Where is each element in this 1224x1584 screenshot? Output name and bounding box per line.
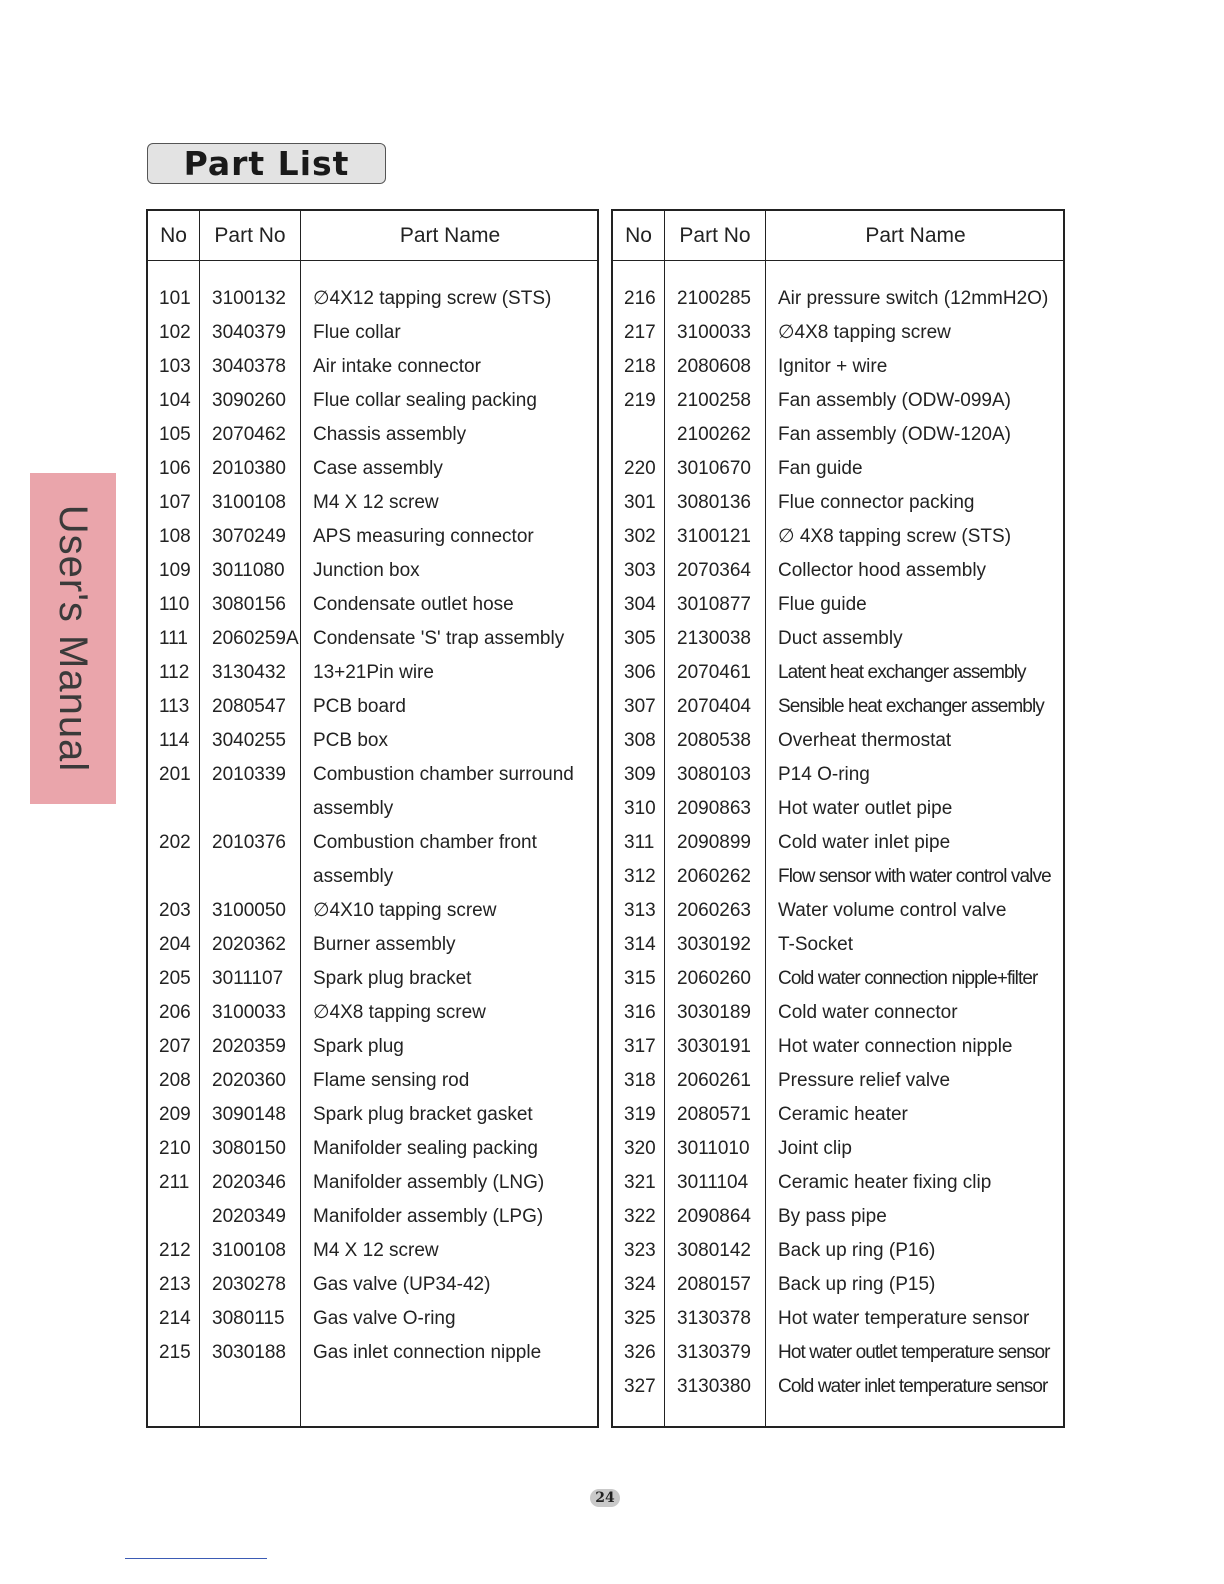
part-name-cell: Case assembly	[313, 458, 443, 479]
part-number-cell: 3080142	[677, 1240, 751, 1261]
table-row	[148, 486, 597, 520]
part-name-cell: Spark plug bracket	[313, 968, 472, 989]
part-name-cell: By pass pipe	[778, 1206, 887, 1227]
part-no-cell: 103	[159, 356, 191, 377]
table-row	[613, 350, 1063, 384]
table-row	[613, 418, 1063, 452]
table-row	[148, 1336, 597, 1370]
table-row	[613, 860, 1063, 894]
part-name-cell: Fan assembly (ODW-120A)	[778, 424, 1011, 445]
part-name-cell: APS measuring connector	[313, 526, 534, 547]
part-no-cell: 218	[624, 356, 656, 377]
part-name-cell: Hot water outlet pipe	[778, 798, 953, 819]
part-no-cell: 303	[624, 560, 656, 581]
part-no-cell: 106	[159, 458, 191, 479]
part-name-cell: Cold water inlet pipe	[778, 832, 951, 853]
part-no-cell: 325	[624, 1308, 656, 1329]
table-row	[148, 1064, 597, 1098]
part-name-cell: Spark plug bracket gasket	[313, 1104, 533, 1125]
part-no-cell: 205	[159, 968, 191, 989]
part-number-cell: 3130380	[677, 1376, 751, 1397]
side-tab-label: User's Manual	[51, 504, 96, 773]
part-no-cell: 212	[159, 1240, 191, 1261]
part-name-cell: ∅4X10 tapping screw	[313, 900, 497, 921]
part-name-cell: Manifolder assembly (LNG)	[313, 1172, 545, 1193]
part-no-cell: 319	[624, 1104, 656, 1125]
part-name-cell: Hot water connection nipple	[778, 1036, 1013, 1057]
table-row	[613, 724, 1063, 758]
table-row	[613, 520, 1063, 554]
part-no-cell: 318	[624, 1070, 656, 1091]
part-number-cell: 3040255	[212, 730, 286, 751]
part-number-cell: 3011104	[677, 1172, 749, 1193]
table-row	[148, 792, 597, 826]
part-no-cell: 202	[159, 832, 191, 853]
table-row	[148, 996, 597, 1030]
part-name-cell: Cold water inlet temperature sensor	[778, 1376, 1048, 1397]
part-no-cell: 105	[159, 424, 191, 445]
part-no-cell: 320	[624, 1138, 656, 1159]
table-row	[148, 656, 597, 690]
part-no-cell: 323	[624, 1240, 656, 1261]
table-row	[148, 554, 597, 588]
part-name-cell: Cold water connection nipple+filter	[778, 968, 1038, 989]
part-name-cell: P14 O-ring	[778, 764, 870, 785]
table-row	[148, 1268, 597, 1302]
part-name-cell: Flue collar sealing packing	[313, 390, 537, 411]
part-number-cell: 3100050	[212, 900, 286, 921]
part-name-cell: Gas valve (UP34-42)	[313, 1274, 491, 1295]
part-number-cell: 2100285	[677, 288, 751, 309]
part-number-cell: 2020360	[212, 1070, 286, 1091]
part-name-cell: Water volume control valve	[778, 900, 1007, 921]
part-number-cell: 2010380	[212, 458, 286, 479]
part-name-cell: Flue connector packing	[778, 492, 975, 513]
part-number-cell: 3030189	[677, 1002, 751, 1023]
part-number-cell: 3090260	[212, 390, 286, 411]
part-number-cell: 3040378	[212, 356, 286, 377]
part-no-cell: 315	[624, 968, 656, 989]
part-number-cell: 2020362	[212, 934, 286, 955]
part-number-cell: 2100262	[677, 424, 751, 445]
part-no-cell: 301	[624, 492, 656, 513]
table-row	[148, 588, 597, 622]
part-no-cell: 314	[624, 934, 656, 955]
part-no-cell: 308	[624, 730, 656, 751]
table-row	[613, 384, 1063, 418]
part-name-cell: Joint clip	[778, 1138, 852, 1159]
table-row	[613, 1336, 1063, 1370]
part-no-cell: 209	[159, 1104, 191, 1125]
part-no-cell: 304	[624, 594, 656, 615]
table-row	[613, 452, 1063, 486]
part-name-cell: Fan guide	[778, 458, 863, 479]
part-number-cell: 2080608	[677, 356, 751, 377]
table-row	[613, 1030, 1063, 1064]
table-row	[613, 282, 1063, 316]
part-list-title-box	[147, 143, 386, 184]
side-tab	[30, 473, 116, 804]
part-name-cell: Burner assembly	[313, 934, 456, 955]
part-number-cell: 2080538	[677, 730, 751, 751]
part-number-cell: 3080136	[677, 492, 751, 513]
part-number-cell: 3100033	[677, 322, 751, 343]
table-row	[148, 1098, 597, 1132]
part-name-cell: Back up ring (P15)	[778, 1274, 936, 1295]
part-no-cell: 104	[159, 390, 191, 411]
part-name-cell: Combustion chamber front	[313, 832, 537, 853]
table-row	[148, 1166, 597, 1200]
part-number-cell: 3080156	[212, 594, 286, 615]
table-row	[148, 1030, 597, 1064]
part-name-cell: assembly	[313, 866, 394, 887]
table-row	[148, 1200, 597, 1234]
part-name-cell: Condensate outlet hose	[313, 594, 514, 615]
table-row	[148, 962, 597, 996]
part-number-cell: 2070462	[212, 424, 286, 445]
table-row	[148, 894, 597, 928]
part-name-cell: Air pressure switch (12mmH2O)	[778, 288, 1049, 309]
part-name-cell: Fan assembly (ODW-099A)	[778, 390, 1011, 411]
table-row	[613, 690, 1063, 724]
part-number-cell: 2090899	[677, 832, 751, 853]
part-no-cell: 211	[159, 1172, 190, 1193]
part-name-cell: Ignitor + wire	[778, 356, 888, 377]
part-name-cell: Manifolder sealing packing	[313, 1138, 538, 1159]
table-row	[148, 928, 597, 962]
part-name-cell: Hot water temperature sensor	[778, 1308, 1030, 1329]
table-row	[148, 724, 597, 758]
part-name-cell: PCB board	[313, 696, 406, 717]
part-no-cell: 215	[159, 1342, 191, 1363]
part-name-cell: Hot water outlet temperature sensor	[778, 1342, 1050, 1363]
part-no-cell: 312	[624, 866, 656, 887]
parts-rows-right	[613, 282, 1063, 1404]
part-number-cell: 2100258	[677, 390, 751, 411]
part-number-cell: 3040379	[212, 322, 286, 343]
part-number-cell: 3130378	[677, 1308, 751, 1329]
part-name-cell: Flue collar	[313, 322, 401, 343]
table-row	[613, 928, 1063, 962]
table-row	[613, 554, 1063, 588]
header-part-no: Part No	[214, 224, 286, 247]
part-no-cell: 214	[159, 1308, 191, 1329]
part-number-cell: 3100121	[677, 526, 751, 547]
part-number-cell: 2010376	[212, 832, 286, 853]
part-number-cell: 3080150	[212, 1138, 286, 1159]
table-row	[148, 622, 597, 656]
part-number-cell: 2060262	[677, 866, 751, 887]
table-row	[613, 1132, 1063, 1166]
part-no-cell: 321	[624, 1172, 656, 1193]
part-name-cell: Manifolder assembly (LPG)	[313, 1206, 544, 1227]
table-row	[613, 588, 1063, 622]
part-number-cell: 2080157	[677, 1274, 751, 1295]
part-number-cell: 3070249	[212, 526, 286, 547]
part-name-cell: Back up ring (P16)	[778, 1240, 936, 1261]
part-number-cell: 2060260	[677, 968, 751, 989]
header-no: No	[160, 224, 187, 247]
parts-table-right	[611, 209, 1065, 1428]
part-no-cell: 203	[159, 900, 191, 921]
table-row	[613, 1166, 1063, 1200]
header-no: No	[625, 224, 652, 247]
footer-rule	[125, 1558, 267, 1559]
part-number-cell: 2080547	[212, 696, 286, 717]
part-name-cell: Collector hood assembly	[778, 560, 987, 581]
part-no-cell: 219	[624, 390, 656, 411]
table-row	[613, 486, 1063, 520]
part-name-cell: Flame sensing rod	[313, 1070, 470, 1091]
table-row	[613, 1098, 1063, 1132]
table-row	[148, 758, 597, 792]
part-no-cell: 326	[624, 1342, 656, 1363]
part-number-cell: 3030192	[677, 934, 751, 955]
part-no-cell: 213	[159, 1274, 191, 1295]
part-number-cell: 2070364	[677, 560, 751, 581]
part-number-cell: 2060263	[677, 900, 751, 921]
part-number-cell: 2060259A	[212, 628, 299, 649]
part-no-cell: 322	[624, 1206, 656, 1227]
part-no-cell: 204	[159, 934, 191, 955]
table-row	[613, 622, 1063, 656]
table-row	[613, 894, 1063, 928]
part-number-cell: 2070404	[677, 696, 751, 717]
table-row	[613, 758, 1063, 792]
part-name-cell: PCB box	[313, 730, 388, 751]
table-row	[148, 418, 597, 452]
part-no-cell: 313	[624, 900, 656, 921]
table-row	[613, 1370, 1063, 1404]
part-no-cell: 307	[624, 696, 656, 717]
part-number-cell: 2090864	[677, 1206, 751, 1227]
parts-rows-left	[148, 282, 597, 1370]
part-number-cell: 3030188	[212, 1342, 286, 1363]
part-no-cell: 220	[624, 458, 656, 479]
table-row	[613, 792, 1063, 826]
table-row	[148, 1132, 597, 1166]
part-number-cell: 2030278	[212, 1274, 286, 1295]
part-no-cell: 310	[624, 798, 656, 819]
table-row	[613, 1234, 1063, 1268]
table-row	[613, 1200, 1063, 1234]
part-name-cell: ∅4X8 tapping screw	[313, 1002, 486, 1023]
part-name-cell: Air intake connector	[313, 356, 481, 377]
part-no-cell: 207	[159, 1036, 191, 1057]
table-row	[613, 996, 1063, 1030]
part-no-cell: 316	[624, 1002, 656, 1023]
part-name-cell: Overheat thermostat	[778, 730, 952, 751]
header-part-name: Part Name	[865, 224, 966, 247]
part-no-cell: 208	[159, 1070, 191, 1091]
part-name-cell: ∅ 4X8 tapping screw (STS)	[778, 526, 1012, 547]
table-row	[148, 384, 597, 418]
part-name-cell: Condensate 'S' trap assembly	[313, 628, 565, 649]
part-number-cell: 2010339	[212, 764, 286, 785]
part-name-cell: Flow sensor with water control valve	[778, 866, 1051, 887]
part-name-cell: Cold water connector	[778, 1002, 958, 1023]
table-row	[148, 1302, 597, 1336]
part-no-cell: 210	[159, 1138, 191, 1159]
table-row	[613, 656, 1063, 690]
part-number-cell: 3010877	[677, 594, 751, 615]
part-no-cell: 324	[624, 1274, 656, 1295]
part-name-cell: Pressure relief valve	[778, 1070, 951, 1091]
part-no-cell: 302	[624, 526, 656, 547]
header-part-no: Part No	[679, 224, 751, 247]
table-row	[148, 690, 597, 724]
part-no-cell: 217	[624, 322, 656, 343]
part-number-cell: 3030191	[677, 1036, 751, 1057]
part-number-cell: 2060261	[677, 1070, 751, 1091]
table-row	[613, 826, 1063, 860]
part-name-cell: Sensible heat exchanger assembly	[778, 696, 1044, 717]
table-row	[148, 452, 597, 486]
table-row	[148, 350, 597, 384]
part-name-cell: Flue guide	[778, 594, 867, 615]
part-number-cell: 3100108	[212, 492, 286, 513]
table-row	[148, 826, 597, 860]
part-number-cell: 3130432	[212, 662, 286, 683]
part-no-cell: 206	[159, 1002, 191, 1023]
table-row	[148, 520, 597, 554]
part-number-cell: 2020359	[212, 1036, 286, 1057]
part-no-cell: 311	[624, 832, 655, 853]
part-number-cell: 2130038	[677, 628, 751, 649]
table-row	[613, 1064, 1063, 1098]
part-no-cell: 327	[624, 1376, 656, 1397]
part-name-cell: ∅4X8 tapping screw	[778, 322, 951, 343]
part-number-cell: 2070461	[677, 662, 751, 683]
page-number: 24	[590, 1489, 620, 1507]
part-number-cell: 3100108	[212, 1240, 286, 1261]
part-number-cell: 2080571	[677, 1104, 751, 1125]
table-row	[148, 860, 597, 894]
part-number-cell: 2020349	[212, 1206, 286, 1227]
table-row	[148, 282, 597, 316]
table-row	[613, 316, 1063, 350]
part-name-cell: ∅4X12 tapping screw (STS)	[313, 288, 552, 309]
part-no-cell: 201	[159, 764, 191, 785]
part-number-cell: 3080115	[212, 1308, 285, 1329]
part-name-cell: Ceramic heater	[778, 1104, 908, 1125]
part-no-cell: 317	[624, 1036, 656, 1057]
header-part-name: Part Name	[399, 224, 501, 247]
table-row	[148, 1234, 597, 1268]
part-number-cell: 3011107	[212, 968, 284, 989]
part-name-cell: Spark plug	[313, 1036, 404, 1057]
part-number-cell: 3090148	[212, 1104, 286, 1125]
part-number-cell: 2020346	[212, 1172, 286, 1193]
part-no-cell: 102	[159, 322, 191, 343]
part-name-cell: M4 X 12 screw	[313, 1240, 439, 1261]
part-no-cell: 113	[159, 696, 190, 717]
part-name-cell: Ceramic heater fixing clip	[778, 1172, 992, 1193]
part-name-cell: Latent heat exchanger assembly	[778, 662, 1026, 683]
parts-table-left	[146, 209, 599, 1428]
part-name-cell: M4 X 12 screw	[313, 492, 439, 513]
part-name-cell: Duct assembly	[778, 628, 903, 649]
part-number-cell: 3080103	[677, 764, 751, 785]
part-no-cell: 111	[159, 628, 188, 649]
part-number-cell: 3100033	[212, 1002, 286, 1023]
part-name-cell: Gas inlet connection nipple	[313, 1342, 542, 1363]
part-name-cell: 13+21Pin wire	[313, 662, 434, 683]
part-no-cell: 114	[159, 730, 190, 751]
part-name-cell: Gas valve O-ring	[313, 1308, 456, 1329]
part-number-cell: 3011080	[212, 560, 285, 581]
part-no-cell: 112	[159, 662, 190, 683]
part-name-cell: Junction box	[313, 560, 420, 581]
table-row	[613, 962, 1063, 996]
part-no-cell: 216	[624, 288, 656, 309]
part-no-cell: 108	[159, 526, 191, 547]
part-no-cell: 109	[159, 560, 191, 581]
part-name-cell: Chassis assembly	[313, 424, 467, 445]
table-row	[148, 316, 597, 350]
part-name-cell: T-Socket	[778, 934, 853, 955]
part-number-cell: 3010670	[677, 458, 751, 479]
page-title: Part List	[183, 144, 350, 183]
part-no-cell: 107	[159, 492, 191, 513]
part-no-cell: 306	[624, 662, 656, 683]
part-no-cell: 309	[624, 764, 656, 785]
table-row	[613, 1302, 1063, 1336]
part-name-cell: Combustion chamber surround	[313, 764, 574, 785]
table-row	[613, 1268, 1063, 1302]
part-number-cell: 3100132	[212, 288, 286, 309]
part-no-cell: 305	[624, 628, 656, 649]
part-number-cell: 3011010	[677, 1138, 750, 1159]
part-no-cell: 101	[159, 288, 191, 309]
part-number-cell: 3130379	[677, 1342, 751, 1363]
part-no-cell: 110	[159, 594, 190, 615]
part-name-cell: assembly	[313, 798, 394, 819]
part-number-cell: 2090863	[677, 798, 751, 819]
